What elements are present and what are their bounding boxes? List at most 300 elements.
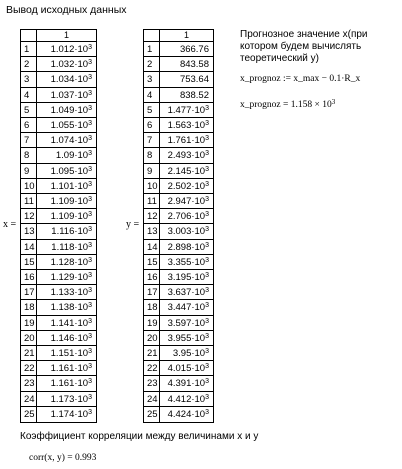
- value-mantissa: 1.055: [50, 120, 75, 131]
- row-index: 4: [21, 88, 37, 103]
- table-row: [21, 118, 96, 133]
- times-ten: ·10: [74, 363, 89, 375]
- value-mantissa: 753.64: [179, 74, 209, 86]
- value-exponent: 3: [88, 272, 92, 279]
- table-row: [21, 164, 96, 179]
- row-index: 10: [21, 179, 37, 194]
- value-exponent: 3: [205, 332, 209, 340]
- row-index: 11: [144, 194, 160, 209]
- row-index: 14: [21, 240, 37, 255]
- row-index: 8: [21, 148, 37, 163]
- row-value[interactable]: [160, 224, 213, 239]
- times-ten: ·10: [74, 59, 89, 71]
- times-ten: ·10: [74, 226, 89, 238]
- prognoz-result-mantissa: x_prognoz = 1.158 × 10: [240, 100, 332, 110]
- table-row: [144, 361, 213, 376]
- value-mantissa: 1.563: [167, 120, 192, 131]
- row-index: 24: [21, 392, 37, 407]
- value-exponent: 3: [88, 150, 92, 158]
- value-mantissa: 366.76: [179, 44, 209, 55]
- row-index: 8: [144, 148, 160, 163]
- times-ten: ·10: [191, 211, 206, 223]
- value-exponent: 3: [88, 89, 92, 97]
- value-mantissa: 4.424: [167, 408, 192, 420]
- times-ten: ·10: [74, 211, 89, 223]
- table-row: [21, 285, 96, 300]
- x-table-label: x =: [3, 219, 17, 230]
- table-row: [144, 316, 213, 331]
- value-mantissa: 3.955: [167, 332, 192, 344]
- table-row: [144, 346, 213, 361]
- prognoz-result[interactable]: [240, 100, 335, 110]
- row-value[interactable]: [160, 179, 213, 194]
- value-mantissa: 838.52: [179, 89, 209, 101]
- value-mantissa: 1.151: [50, 348, 75, 359]
- table-row: [144, 194, 213, 209]
- times-ten: ·10: [191, 332, 206, 344]
- row-index: 2: [21, 57, 37, 72]
- table-row: [144, 103, 213, 118]
- times-ten: ·10: [74, 150, 89, 162]
- row-value[interactable]: [160, 209, 213, 224]
- value-mantissa: 4.391: [167, 378, 192, 390]
- value-exponent: 3: [88, 59, 92, 67]
- row-value[interactable]: [37, 316, 96, 331]
- row-value[interactable]: [37, 270, 96, 285]
- value-exponent: 3: [88, 393, 92, 401]
- times-ten: ·10: [191, 287, 206, 299]
- table-row: [21, 407, 96, 422]
- value-mantissa: 1.133: [50, 287, 75, 299]
- table-row: [144, 376, 213, 391]
- row-index: 15: [21, 255, 37, 270]
- table-row: [144, 255, 213, 270]
- row-index: 22: [21, 361, 37, 376]
- value-exponent: 3: [205, 408, 209, 416]
- row-index: 21: [21, 346, 37, 361]
- y-table-label: y =: [126, 219, 140, 230]
- table-row: [144, 133, 213, 148]
- x-matrix-col-header: 1: [63, 30, 69, 40]
- times-ten: ·10: [191, 302, 206, 314]
- value-mantissa: 1.138: [50, 302, 75, 314]
- row-value[interactable]: [160, 316, 213, 331]
- row-index: 9: [144, 164, 160, 179]
- value-exponent: 3: [88, 348, 92, 355]
- table-row: [144, 285, 213, 300]
- value-mantissa: 2.898: [167, 241, 192, 253]
- times-ten: ·10: [191, 408, 206, 420]
- value-exponent: 3: [205, 135, 209, 143]
- row-index: 7: [21, 133, 37, 148]
- table-row: [21, 361, 96, 376]
- row-value[interactable]: [37, 88, 96, 103]
- value-exponent: 3: [88, 363, 92, 371]
- table-row: [144, 300, 213, 315]
- row-value[interactable]: [160, 346, 213, 361]
- value-exponent: 3: [205, 287, 209, 295]
- row-index: 18: [21, 300, 37, 315]
- value-exponent: 3: [205, 302, 209, 310]
- row-index: 3: [21, 72, 37, 87]
- times-ten: ·10: [74, 378, 89, 390]
- row-value[interactable]: [37, 148, 96, 163]
- table-row: [144, 270, 213, 285]
- row-index: 12: [21, 209, 37, 224]
- row-value[interactable]: [160, 361, 213, 376]
- value-exponent: 3: [88, 241, 92, 249]
- times-ten: ·10: [74, 196, 89, 207]
- value-exponent: 3: [88, 196, 92, 203]
- value-mantissa: 1.037: [50, 89, 75, 101]
- row-index: 16: [144, 270, 160, 285]
- row-value[interactable]: [37, 407, 96, 422]
- value-mantissa: 1.128: [50, 256, 75, 268]
- table-row: [144, 407, 213, 422]
- row-value[interactable]: [160, 407, 213, 422]
- value-exponent: 3: [88, 135, 92, 143]
- row-value[interactable]: [160, 300, 213, 315]
- times-ten: ·10: [74, 120, 89, 131]
- value-exponent: 3: [205, 378, 209, 386]
- table-row: [21, 194, 96, 209]
- table-row: [21, 240, 96, 255]
- row-index: 19: [144, 316, 160, 331]
- row-index: 6: [144, 118, 160, 133]
- table-row: [144, 118, 213, 133]
- value-mantissa: 3.447: [167, 302, 192, 314]
- table-row: [144, 164, 213, 179]
- row-value[interactable]: [37, 72, 96, 87]
- row-value[interactable]: [37, 209, 96, 224]
- value-exponent: 3: [88, 317, 92, 325]
- row-index: 23: [21, 376, 37, 391]
- value-exponent: 3: [88, 302, 92, 310]
- value-mantissa: 1.118: [51, 241, 75, 253]
- row-index: 9: [21, 164, 37, 179]
- value-mantissa: 3.003: [167, 226, 192, 238]
- row-value[interactable]: [160, 42, 213, 57]
- value-mantissa: 2.502: [167, 180, 192, 192]
- value-mantissa: 1.034: [50, 74, 75, 86]
- x-matrix-header: [21, 30, 96, 42]
- table-row: [21, 316, 96, 331]
- value-exponent: 3: [205, 165, 209, 173]
- value-mantissa: 1.173: [50, 393, 75, 405]
- table-row: [21, 133, 96, 148]
- times-ten: ·10: [74, 241, 89, 253]
- correlation-formula[interactable]: corr(x, y) = 0.993: [29, 453, 97, 463]
- times-ten: ·10: [191, 120, 206, 131]
- times-ten: ·10: [191, 180, 206, 192]
- table-row: [144, 224, 213, 239]
- row-value[interactable]: [37, 240, 96, 255]
- value-mantissa: 2.706: [167, 211, 192, 223]
- value-mantissa: 1.09: [55, 150, 75, 162]
- correlation-caption: Коэффициент корреляции между величинами x и y: [20, 431, 259, 442]
- times-ten: ·10: [191, 226, 206, 238]
- row-value[interactable]: [37, 285, 96, 300]
- row-index: 22: [144, 361, 160, 376]
- times-ten: ·10: [191, 393, 206, 405]
- value-mantissa: 1.074: [50, 135, 75, 147]
- row-value[interactable]: [160, 255, 213, 270]
- table-row: [21, 331, 96, 346]
- prognoz-result-exponent: 3: [331, 98, 336, 106]
- times-ten: ·10: [191, 150, 206, 162]
- row-index: 23: [144, 376, 160, 391]
- value-exponent: 3: [205, 196, 209, 203]
- row-index: 10: [144, 179, 160, 194]
- times-ten: ·10: [74, 332, 89, 344]
- row-value[interactable]: [37, 255, 96, 270]
- times-ten: ·10: [74, 180, 89, 192]
- table-row: [21, 392, 96, 407]
- row-value[interactable]: [37, 164, 96, 179]
- table-row: [21, 57, 96, 72]
- table-row: [144, 72, 213, 87]
- value-exponent: 3: [88, 44, 92, 51]
- value-exponent: 3: [205, 272, 209, 279]
- row-value[interactable]: [37, 361, 96, 376]
- value-mantissa: 2.493: [167, 150, 192, 162]
- value-mantissa: 1.109: [50, 196, 75, 207]
- value-mantissa: 1.032: [50, 59, 75, 71]
- row-value[interactable]: [37, 331, 96, 346]
- value-exponent: 3: [205, 241, 209, 249]
- times-ten: ·10: [191, 241, 206, 253]
- table-row: [21, 72, 96, 87]
- table-row: [144, 42, 213, 57]
- times-ten: ·10: [74, 317, 89, 329]
- times-ten: ·10: [74, 408, 89, 420]
- row-index: 21: [144, 346, 160, 361]
- x-matrix-table[interactable]: [20, 29, 97, 423]
- value-mantissa: 3.195: [167, 272, 192, 283]
- row-index: 1: [21, 42, 37, 57]
- row-value[interactable]: [160, 103, 213, 118]
- value-exponent: 3: [88, 180, 92, 188]
- times-ten: ·10: [191, 104, 206, 116]
- value-mantissa: 4.015: [167, 363, 192, 375]
- times-ten: ·10: [191, 317, 206, 329]
- times-ten: ·10: [191, 256, 206, 268]
- times-ten: ·10: [191, 272, 206, 283]
- table-row: [144, 240, 213, 255]
- times-ten: ·10: [74, 74, 89, 86]
- table-row: [144, 57, 213, 72]
- row-value[interactable]: [160, 118, 213, 133]
- value-mantissa: 1.161: [50, 378, 75, 390]
- table-row: [21, 88, 96, 103]
- table-row: [21, 270, 96, 285]
- row-index: 12: [144, 209, 160, 224]
- row-value[interactable]: [160, 331, 213, 346]
- value-mantissa: 1.477: [167, 104, 192, 116]
- row-index: 2: [144, 57, 160, 72]
- table-row: [21, 42, 96, 57]
- row-value[interactable]: [37, 133, 96, 148]
- y-matrix-table[interactable]: [143, 29, 214, 423]
- value-exponent: 3: [88, 211, 92, 219]
- value-exponent: 3: [88, 256, 92, 264]
- table-row: [21, 103, 96, 118]
- value-mantissa: 1.109: [50, 211, 75, 223]
- table-row: [144, 209, 213, 224]
- table-row: [21, 255, 96, 270]
- times-ten: ·10: [74, 165, 89, 177]
- row-value[interactable]: [160, 376, 213, 391]
- value-exponent: 3: [205, 363, 209, 371]
- row-value[interactable]: [37, 194, 96, 209]
- value-mantissa: 1.012: [50, 44, 75, 55]
- value-mantissa: 4.412: [167, 393, 192, 405]
- row-index: 18: [144, 300, 160, 315]
- value-exponent: 3: [205, 211, 209, 219]
- value-mantissa: 1.174: [50, 408, 75, 420]
- times-ten: ·10: [191, 135, 206, 147]
- value-mantissa: 3.95: [172, 348, 192, 359]
- table-row: [144, 331, 213, 346]
- row-value[interactable]: [160, 240, 213, 255]
- row-index: 7: [144, 133, 160, 148]
- row-value[interactable]: [37, 57, 96, 72]
- times-ten: ·10: [74, 104, 89, 116]
- row-index: 24: [144, 392, 160, 407]
- value-exponent: 3: [205, 226, 209, 234]
- row-index: 20: [21, 331, 37, 346]
- table-row: [21, 209, 96, 224]
- value-mantissa: 3.597: [167, 317, 192, 329]
- row-index: 13: [144, 224, 160, 239]
- value-mantissa: 1.049: [50, 104, 75, 116]
- row-index: 25: [144, 407, 160, 422]
- value-exponent: 3: [88, 120, 92, 127]
- value-mantissa: 1.101: [50, 180, 75, 192]
- row-value[interactable]: [160, 270, 213, 285]
- value-mantissa: 3.355: [167, 256, 192, 268]
- value-exponent: 3: [205, 348, 209, 355]
- value-exponent: 3: [88, 226, 92, 234]
- prognoz-formula[interactable]: x_prognoz := x_max − 0.1·R_x: [240, 74, 361, 84]
- row-index: 6: [21, 118, 37, 133]
- value-exponent: 3: [205, 120, 209, 127]
- value-exponent: 3: [205, 104, 209, 112]
- value-exponent: 3: [88, 287, 92, 295]
- row-index: 16: [21, 270, 37, 285]
- value-mantissa: 2.947: [167, 196, 192, 207]
- times-ten: ·10: [74, 272, 89, 283]
- table-row: [21, 148, 96, 163]
- row-value[interactable]: [37, 300, 96, 315]
- value-exponent: 3: [88, 104, 92, 112]
- row-value[interactable]: [160, 133, 213, 148]
- value-exponent: 3: [205, 317, 209, 325]
- table-row: [21, 179, 96, 194]
- times-ten: ·10: [191, 165, 206, 177]
- value-exponent: 3: [88, 378, 92, 386]
- times-ten: ·10: [191, 196, 206, 207]
- value-exponent: 3: [205, 256, 209, 264]
- row-index: 3: [144, 72, 160, 87]
- y-matrix-col-header: 1: [183, 30, 189, 40]
- row-value[interactable]: [37, 392, 96, 407]
- value-mantissa: 3.637: [167, 287, 192, 299]
- times-ten: ·10: [74, 135, 89, 147]
- table-row: [144, 392, 213, 407]
- row-value[interactable]: [37, 224, 96, 239]
- times-ten: ·10: [74, 44, 89, 55]
- value-exponent: 3: [88, 332, 92, 340]
- value-mantissa: 2.145: [167, 165, 192, 177]
- table-row: [144, 179, 213, 194]
- row-index: 20: [144, 331, 160, 346]
- times-ten: ·10: [191, 363, 206, 375]
- row-value[interactable]: [160, 285, 213, 300]
- times-ten: ·10: [74, 302, 89, 314]
- times-ten: ·10: [74, 256, 89, 268]
- prognoz-description: Прогнозное значение x(при котором будем вычислять теоретический y): [240, 29, 368, 64]
- value-mantissa: 843.58: [179, 59, 209, 71]
- value-mantissa: 1.141: [50, 317, 75, 329]
- value-exponent: 3: [88, 165, 92, 173]
- row-value[interactable]: [37, 103, 96, 118]
- row-value[interactable]: [160, 194, 213, 209]
- row-value[interactable]: [160, 392, 213, 407]
- row-value[interactable]: [160, 72, 213, 87]
- value-exponent: 3: [205, 180, 209, 188]
- table-row: [21, 300, 96, 315]
- value-mantissa: 1.116: [51, 226, 75, 238]
- times-ten: ·10: [74, 348, 89, 359]
- row-index: 17: [144, 285, 160, 300]
- row-index: 25: [21, 407, 37, 422]
- row-index: 5: [21, 103, 37, 118]
- row-value[interactable]: [37, 118, 96, 133]
- row-index: 17: [21, 285, 37, 300]
- table-row: [21, 376, 96, 391]
- times-ten: ·10: [191, 348, 206, 359]
- row-index: 14: [144, 240, 160, 255]
- table-row: [21, 346, 96, 361]
- row-index: 5: [144, 103, 160, 118]
- table-row: [21, 224, 96, 239]
- value-exponent: 3: [88, 74, 92, 82]
- row-index: 1: [144, 42, 160, 57]
- value-mantissa: 1.095: [50, 165, 75, 177]
- value-exponent: 3: [205, 150, 209, 158]
- row-value[interactable]: [37, 376, 96, 391]
- row-value[interactable]: [160, 164, 213, 179]
- row-value[interactable]: [160, 88, 213, 103]
- row-index: 4: [144, 88, 160, 103]
- y-matrix-header: [144, 30, 213, 42]
- value-mantissa: 1.761: [167, 135, 192, 147]
- row-value[interactable]: [37, 346, 96, 361]
- times-ten: ·10: [74, 393, 89, 405]
- row-value[interactable]: [37, 179, 96, 194]
- row-value[interactable]: [160, 57, 213, 72]
- value-mantissa: 1.129: [50, 272, 75, 283]
- times-ten: ·10: [74, 89, 89, 101]
- value-exponent: 3: [88, 408, 92, 416]
- row-value[interactable]: [37, 42, 96, 57]
- times-ten: ·10: [191, 378, 206, 390]
- row-index: 11: [21, 194, 37, 209]
- row-value[interactable]: [160, 148, 213, 163]
- table-row: [144, 148, 213, 163]
- times-ten: ·10: [74, 287, 89, 299]
